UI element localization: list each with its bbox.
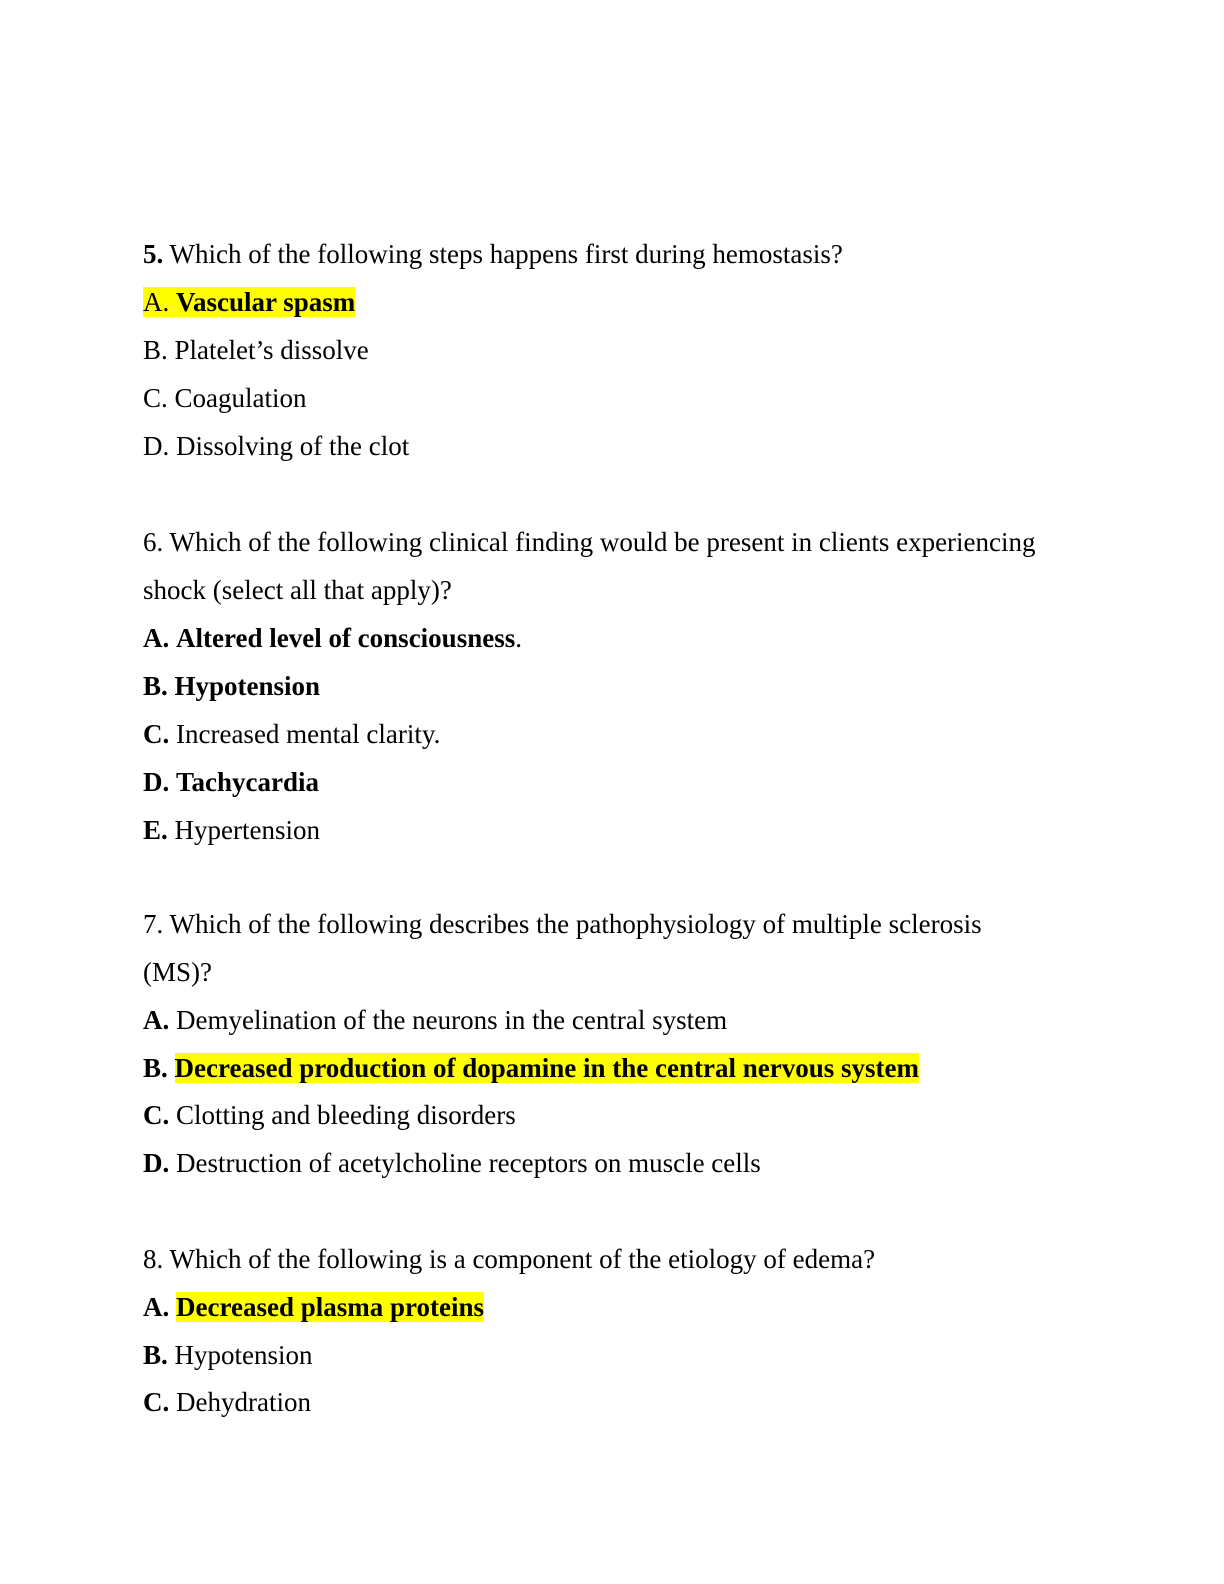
- question-6-option-a: [143, 622, 522, 654]
- question-7-option-b: [143, 1052, 919, 1084]
- option-letter: A.: [143, 287, 170, 317]
- option-letter: C.: [143, 383, 168, 413]
- option-letter: C.: [143, 719, 170, 749]
- option-text: Hypertension: [174, 815, 320, 845]
- question-7-option-d: [143, 1147, 761, 1179]
- question-7-option-c: [143, 1099, 516, 1131]
- question-6-option-d: [143, 766, 319, 798]
- question-5-stem: [143, 238, 843, 270]
- option-letter: C.: [143, 1100, 170, 1130]
- option-letter: A.: [143, 1292, 170, 1322]
- option-suffix: .: [515, 623, 522, 653]
- option-text: Decreased production of dopamine in the central nervous system: [174, 1053, 919, 1083]
- option-letter: B.: [143, 1053, 168, 1083]
- question-6-option-b: [143, 670, 320, 702]
- question-5-text: Which of the following steps happens first during hemostasis?: [163, 239, 843, 269]
- question-5-option-b: [143, 334, 369, 366]
- option-text: Dissolving of the clot: [176, 431, 410, 461]
- option-text: Platelet’s dissolve: [174, 335, 369, 365]
- question-7-stem-line-1: 7. Which of the following describes the pathophysiology of multiple sclerosis: [143, 909, 982, 939]
- option-letter: B.: [143, 671, 168, 701]
- question-6-stem-line-1: 6. Which of the following clinical finding would be present in clients experiencing: [143, 527, 1036, 557]
- option-letter: E.: [143, 815, 168, 845]
- option-letter: B.: [143, 335, 168, 365]
- option-text: Decreased plasma proteins: [176, 1292, 484, 1322]
- question-7-option-a: [143, 1004, 727, 1036]
- option-text: Altered level of consciousness: [176, 623, 516, 653]
- option-text: Hypotension: [174, 671, 321, 701]
- option-letter: A.: [143, 1005, 170, 1035]
- question-8-stem: 8. Which of the following is a component of the etiology of edema?: [143, 1244, 876, 1274]
- question-8-option-b: [143, 1339, 313, 1371]
- option-text: Clotting and bleeding disorders: [176, 1100, 516, 1130]
- option-letter: C.: [143, 1387, 170, 1417]
- option-text: Destruction of acetylcholine receptors on muscle cells: [176, 1148, 761, 1178]
- question-5-number: 5.: [143, 239, 164, 269]
- question-8-option-a: [143, 1291, 484, 1323]
- option-letter: D.: [143, 767, 170, 797]
- question-5-option-d: [143, 430, 409, 462]
- option-text: Increased mental clarity.: [176, 719, 441, 749]
- highlight-mark: [143, 287, 355, 317]
- question-6-option-e: [143, 814, 320, 846]
- option-text: Coagulation: [174, 383, 307, 413]
- option-letter: A.: [143, 623, 170, 653]
- question-8-option-c: [143, 1386, 311, 1418]
- option-text: Demyelination of the neurons in the central system: [176, 1005, 728, 1035]
- option-letter: B.: [143, 1340, 168, 1370]
- option-text: Dehydration: [176, 1387, 311, 1417]
- option-text: Vascular spasm: [176, 287, 356, 317]
- option-text: Tachycardia: [176, 767, 320, 797]
- question-5-option-a: [143, 286, 355, 318]
- question-6-stem-line-2: shock (select all that apply)?: [143, 575, 452, 605]
- question-5-option-c: [143, 382, 307, 414]
- question-7-stem-line-2: (MS)?: [143, 957, 212, 987]
- option-letter: D.: [143, 431, 170, 461]
- option-text: Hypotension: [174, 1340, 313, 1370]
- option-letter: D.: [143, 1148, 170, 1178]
- question-6-option-c: [143, 718, 440, 750]
